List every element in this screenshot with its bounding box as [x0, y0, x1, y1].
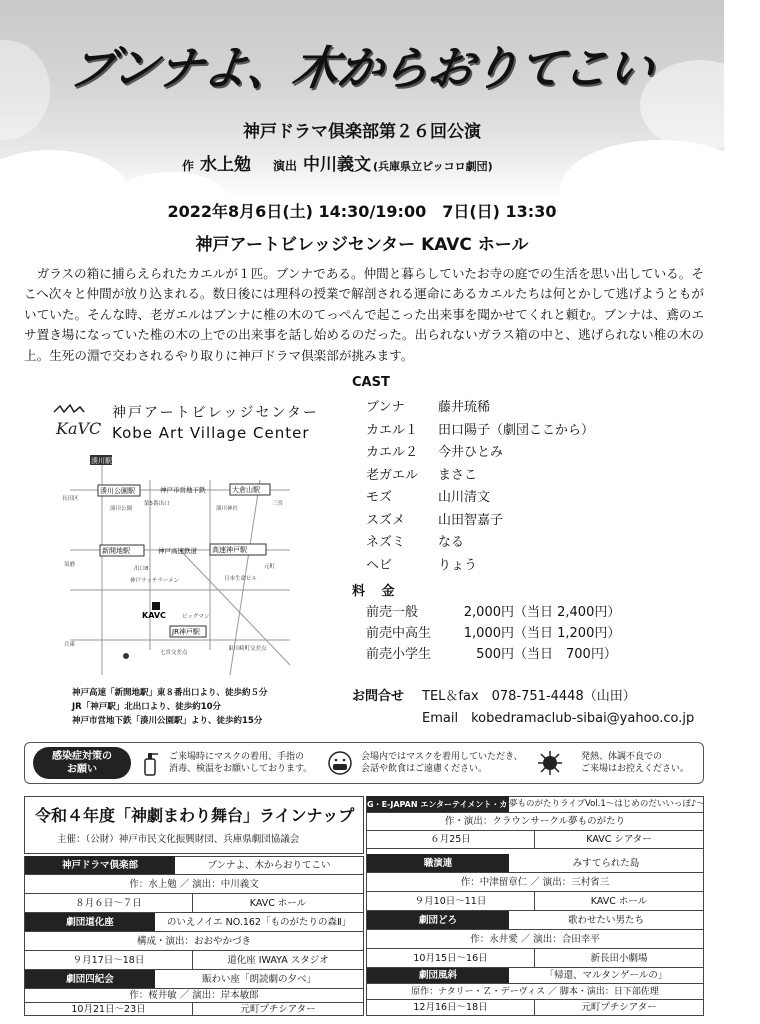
map-label-hyogo: 兵庫	[64, 642, 76, 648]
price-list	[366, 601, 620, 664]
contact-phone: TEL＆fax 078-751-4448（山田）	[422, 689, 636, 704]
cast-row	[366, 531, 594, 554]
lineup-company: 劇団どろ	[367, 911, 509, 930]
covid-label: 感染症対策の お願い	[33, 747, 131, 779]
map-label-exit: 出口8	[134, 566, 149, 572]
price-category: 前売一般	[366, 605, 419, 620]
cast-actor: 山田智嘉子	[438, 512, 504, 528]
lineup-work: ブンナよ、木からおりてこい	[175, 856, 363, 875]
lineup-company: 劇団道化座	[25, 913, 155, 932]
map-label-subway: 神戸市営地下鉄	[160, 486, 206, 494]
covid-note-fever: 発熱、体調不良での ご来場はお控えください。	[581, 752, 690, 774]
map-label-jr-kobe: JR神戸駅	[172, 628, 200, 636]
lineup-staff: 原作：ナタリー・Ｚ・デーヴィス ／ 脚本・演出：日下部佐理	[367, 984, 703, 1000]
access-line: 神戸市営地下鉄「湊川公園駅」より、徒歩約15分	[72, 716, 263, 726]
lineup-date: 10月21日～23日	[25, 1003, 193, 1016]
cast-role: カエル２	[366, 445, 419, 460]
lineup-work: 「帰還、マルタンゲールの」	[509, 968, 703, 984]
price-amount: 500円	[476, 647, 514, 662]
lineup-title: 令和４年度「神劇まわり舞台」ラインナップ	[35, 806, 355, 825]
play-title: ブンナよ、木からおりてこい	[65, 41, 657, 95]
virus-icon	[537, 749, 563, 777]
price-row	[366, 643, 620, 664]
cast-role: 老ガエル	[366, 467, 419, 483]
director-affiliation: (兵庫県立ピッコロ劇団)	[373, 160, 493, 173]
cast-row	[366, 464, 594, 487]
price-door: （当日 2,400円）	[514, 605, 621, 620]
map-label-motomachi: 元町	[264, 564, 276, 570]
map-label-gate: 第5番出口	[144, 501, 170, 507]
lineup-company: 劇団四紀会	[25, 970, 155, 989]
covid-notice	[24, 742, 704, 784]
director-label: 演出	[273, 159, 298, 173]
lineup-venue: KAVC ホール	[535, 892, 703, 911]
price-door: （当日 1,200円）	[514, 626, 621, 641]
venue-name-jp: 神戸アートビレッジセンター	[112, 405, 319, 421]
lineup-staff: 構成・演出：おおやかづき	[25, 932, 363, 951]
map-label-kosoku-kobe: 高速神戸駅	[212, 546, 247, 554]
cast-role: ヘビ	[366, 557, 393, 573]
kavc-logo	[50, 402, 110, 442]
map-label-kavc: KAVC	[142, 611, 166, 620]
lineup-date: ８月６日～７日	[25, 894, 193, 913]
cast-heading: CAST	[352, 375, 390, 390]
lineup-work: 賑わい座「朗読劇の夕べ」	[155, 970, 363, 989]
contact-heading: お問合せ	[352, 689, 405, 704]
contact-email[interactable]: Email kobedramaclub-sibai@yahoo.co.jp	[422, 711, 695, 726]
cast-actor: 藤井琉稀	[438, 400, 491, 415]
lineup-date: ９月17日～18日	[25, 951, 193, 970]
lineup-venue: KAVC シアター	[535, 831, 703, 849]
map-label-bus: 日本生命ビル	[224, 576, 258, 582]
director-name: 中川義文	[303, 155, 372, 175]
lineup-company: 神戸ドラマ倶楽部	[25, 856, 175, 875]
price-row	[366, 601, 620, 622]
lineup-company: 劇団風斜	[367, 968, 509, 984]
access-directions	[72, 686, 268, 728]
cast-role: カエル１	[366, 422, 419, 438]
cast-actor: まさこ	[438, 467, 478, 483]
cast-row	[366, 554, 594, 577]
mask-face-icon	[327, 749, 353, 777]
lineup-staff: 作：桜井敏 ／ 演出：岸本敏郎	[25, 989, 363, 1003]
cast-row	[366, 441, 594, 464]
price-door: （当日 700円）	[514, 647, 617, 662]
map-label-minatogawa: 湊川駅	[91, 457, 112, 465]
map-marker	[123, 653, 129, 659]
lineup-staff: 作：水上勉 ／ 演出：中川義文	[25, 875, 363, 894]
map-label-suma: 須磨	[64, 562, 76, 568]
lineup-work: 夢ものがたりライブVol.1～はじめのだいいっぽ♪～	[509, 796, 703, 813]
cast-role: スズメ	[366, 512, 406, 528]
lineup-sponsor: 主催：（公財）神戸市民文化振興財団、兵庫県劇団協議会	[57, 834, 300, 845]
map-label-minatogawa-jinja: 湊川神社	[216, 506, 239, 512]
lineup-date: 12月16日～18日	[367, 1000, 535, 1016]
cast-role: ブンナ	[366, 400, 405, 415]
lineup-venue: 道化座 IWAYA スタジオ	[193, 951, 363, 970]
lineup-venue: 元町プチシアター	[193, 1003, 363, 1016]
author-name: 水上勉	[200, 155, 252, 175]
price-row	[366, 622, 620, 643]
play-subtitle: 神戸ドラマ倶楽部第２６回公演	[243, 122, 481, 142]
lineup-venue: 元町プチシアター	[535, 1000, 703, 1016]
map-label-nagata: 長田区	[62, 496, 79, 502]
lineup-work: 歌わせたい男たち	[509, 911, 703, 930]
cast-actor: なる	[438, 535, 465, 550]
cast-actor: 田口陽子（劇団ここから）	[438, 422, 595, 438]
cast-row	[366, 396, 594, 419]
map-label-kobe-kosoku: 神戸高速鉄道	[158, 547, 197, 555]
lineup-header	[24, 796, 364, 854]
cast-role: ネズミ	[366, 535, 406, 550]
lineup-company: 職演連	[367, 854, 509, 873]
map-label-minatogawa-koen: 湊川公園駅	[100, 487, 135, 495]
synopsis: ガラスの箱に捕らえられたカエルが１匹。ブンナである。仲間と暮らしていたお寺の庭での生活を思い出している。そこへ次々と仲間が放り込まれる。数日後には理科の授業で解剖される運命にあるカエルたちは何とかして逃げようともがいていた。そんな時、老ガエルはブンナに椎の木のてっぺんで起こった出来事を聞かせてくれと頼む。ブンナは、鳶のエサ置き場になっていた椎の木の上での出来事を話し始めるのだった。出られないガラス箱の中と、逃げられない椎の木の上。生死の淵で交わされるやり取りに神戸ドラマ倶楽部が挑みます。	[24, 266, 704, 363]
lineup-date: ９月10日～11日	[367, 892, 535, 911]
access-line: JR「神戸駅」北出口より、徒歩約10分	[72, 702, 222, 712]
map-label-ramen: 神戸ラッチラーメン	[130, 578, 180, 584]
cast-actor: りょう	[438, 557, 478, 573]
price-category: 前売小学生	[366, 647, 432, 662]
access-line: 神戸高速「新開地駅」東８番出口より、徒歩約５分	[72, 688, 268, 698]
cast-row	[366, 486, 594, 509]
covid-note-mask-sanitize: ご来場時にマスクの着用、手指の 消毒、検温をお願いしております。	[169, 752, 313, 774]
cast-actor: 今井ひとみ	[438, 445, 504, 460]
cast-actor: 山川清文	[438, 490, 491, 505]
price-category: 前売中高生	[366, 626, 432, 641]
lineup-work: みすてられた島	[509, 854, 703, 873]
cast-row	[366, 509, 594, 532]
lineup-staff: 作：中津留章仁 ／ 演出：三村省三	[367, 873, 703, 892]
map-label-bigman: ビッグマン	[182, 614, 210, 620]
lineup-work: のいえノイエ NO.162「ものがたりの森Ⅱ」	[155, 913, 363, 932]
map-label-okurayama: 大倉山駅	[232, 486, 260, 494]
cast-row	[366, 419, 594, 442]
price-amount: 2,000円	[463, 605, 514, 620]
venue-name-en: Kobe Art Village Center	[112, 424, 310, 442]
access-map	[60, 450, 300, 682]
price-amount: 1,000円	[463, 626, 514, 641]
map-label-sannomiya: 三宮	[272, 501, 284, 507]
kavc-logo-text: KaVC	[56, 419, 102, 438]
lineup-staff: 作・演出：クラウンサークル夢ものがたり	[367, 813, 703, 831]
cast-list	[366, 396, 594, 576]
lineup-date: ６月25日	[367, 831, 535, 849]
map-label-minatogawa-park: 湊川公園	[110, 506, 133, 512]
lineup-section	[24, 796, 704, 1016]
covid-note-no-talking: 会場内ではマスクを着用していただき、 会話や飲食はご遠慮ください。	[361, 752, 523, 774]
map-label-shinkaichi: 新開地駅	[102, 547, 130, 555]
cast-role: モズ	[366, 490, 393, 505]
lineup-company: G・E-JAPAN エンターテイメント・カレッジ	[367, 796, 509, 813]
lineup-date: 10月15日～16日	[367, 949, 535, 968]
price-heading: 料 金	[352, 584, 401, 599]
sanitizer-icon	[137, 749, 163, 777]
credits	[182, 150, 493, 175]
map-label-shichinomiya: 七宮交差点	[160, 650, 188, 656]
author-label: 作	[182, 159, 195, 173]
performance-dates: 2022年8月6日(土) 14:30/19:00 7日(日) 13:30	[167, 202, 557, 221]
venue-name: 神戸アートビレッジセンター KAVC ホール	[195, 235, 529, 255]
lineup-staff: 作：永井愛 ／ 演出：合田幸平	[367, 930, 703, 949]
lineup-venue: 新長田小劇場	[535, 949, 703, 968]
map-label-higashikawasaki: 東川崎町交差点	[228, 646, 267, 652]
lineup-venue: KAVC ホール	[193, 894, 363, 913]
